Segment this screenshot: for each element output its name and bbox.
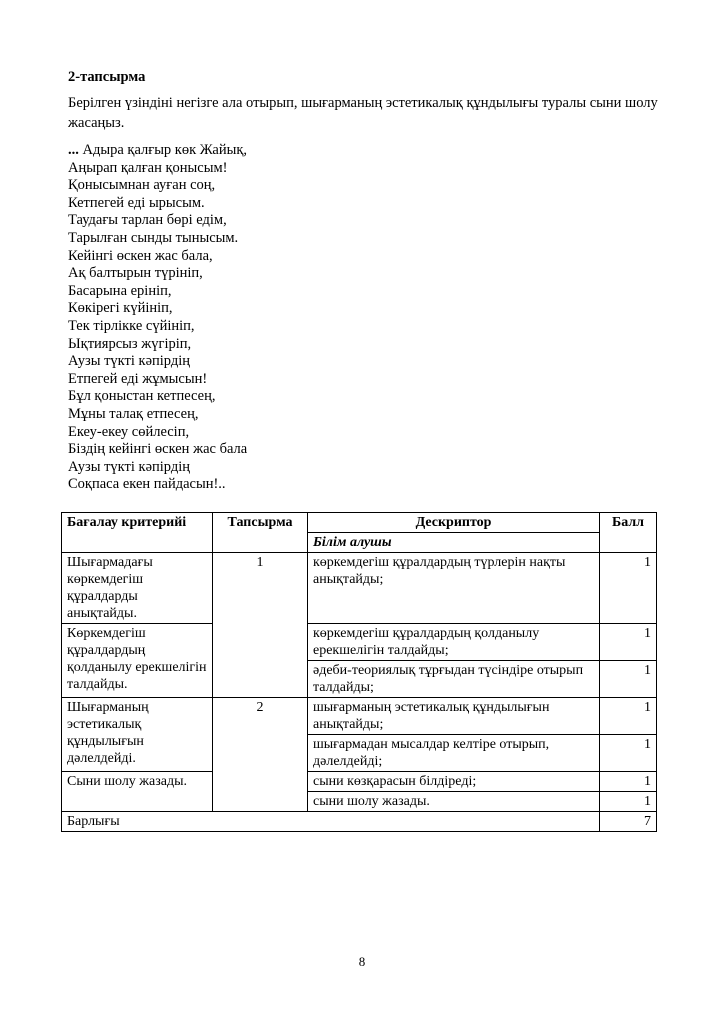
table-total-row: [62, 812, 657, 832]
header-score: Балл: [600, 513, 657, 553]
poem-excerpt: [68, 142, 247, 494]
header-task: Тапсырма: [213, 513, 308, 553]
table-row: [62, 624, 657, 661]
score-cell: 1: [600, 735, 657, 772]
total-score: 7: [600, 812, 657, 832]
descriptor-cell: әдеби-теориялық тұрғыдан түсіндіре отырып талдайды;: [308, 661, 600, 698]
criterion-cell: Шығармадағы көркемдегіш құралдарды анықтайды.: [62, 553, 213, 624]
poem-line: Аңырап қалған қонысым!: [68, 159, 228, 176]
poem-line: Ықтиярсыз жүгіріп,: [68, 335, 192, 352]
task-instruction: Берілген үзіндіні негізге ала отырып, шығарманың эстетикалық құндылығы туралы сыни шолу жасаңыз.: [68, 95, 658, 131]
descriptor-cell: шығармадан мысалдар келтіре отырып, дәлелдейді;: [308, 735, 600, 772]
total-label: Барлығы: [62, 812, 600, 832]
descriptor-cell: шығарманың эстетикалық құндылығын анықтайды;: [308, 698, 600, 735]
criterion-cell: Сыни шолу жазады.: [62, 772, 213, 812]
assessment-rubric-table: [61, 512, 657, 832]
task-number-cell: 2: [213, 698, 308, 812]
poem-line: Бұл қоныстан кетпесең,: [68, 388, 216, 405]
table-row: [62, 553, 657, 624]
task-number-cell: 1: [213, 553, 308, 698]
poem-line: Соқпаса екен пайдасын!..: [68, 476, 226, 493]
score-cell: 1: [600, 698, 657, 735]
table-row: [62, 698, 657, 735]
poem-line: Ақ балтырын түрініп,: [68, 265, 203, 282]
task-heading: 2-тапсырма: [68, 69, 146, 85]
poem-line: Кетпегей еді ырысым.: [68, 194, 205, 211]
poem-line: Таудағы тарлан бөрі едім,: [68, 212, 227, 229]
poem-line: Екеу-екеу сөйлесіп,: [68, 423, 190, 440]
header-criteria: Бағалау критерийі: [62, 513, 213, 553]
poem-line: [68, 142, 247, 160]
poem-line: Тек тірлікке сүйініп,: [68, 317, 195, 334]
descriptor-cell: көркемдегіш құралдардың қолданылу ерекшелігін талдайды;: [308, 624, 600, 661]
score-cell: 1: [600, 624, 657, 661]
header-descriptor: Дескриптор: [308, 513, 600, 533]
page-number: 8: [358, 954, 366, 969]
score-cell: 1: [600, 792, 657, 812]
criterion-cell: Шығарманың эстетикалық құндылығын дәлелдейді.: [62, 698, 213, 772]
poem-line: Аузы түкті кәпірдің: [68, 353, 191, 370]
score-cell: 1: [600, 661, 657, 698]
poem-line: Басарына ерініп,: [68, 282, 172, 299]
poem-ellipsis: ...: [68, 142, 79, 158]
poem-line: Қонысымнан ауған соң,: [68, 177, 216, 194]
subheader-student: Білім алушы: [308, 533, 600, 553]
poem-line: Етпегей еді жұмысын!: [68, 370, 208, 387]
score-cell: 1: [600, 772, 657, 792]
descriptor-cell: көркемдегіш құралдардың түрлерін нақты анықтайды;: [308, 553, 600, 624]
table-header-row: [62, 513, 657, 533]
poem-line-text: Адыра қалғыр көк Жайық,: [78, 142, 248, 158]
poem-line: Аузы түкті кәпірдің: [68, 458, 191, 475]
descriptor-cell: сыни көзқарасын білдіреді;: [308, 772, 600, 792]
poem-line: Кейінгі өскен жас бала,: [68, 247, 213, 264]
poem-line: Біздің кейінгі өскен жас бала: [68, 441, 248, 458]
score-cell: 1: [600, 553, 657, 624]
table-row: [62, 772, 657, 792]
descriptor-cell: сыни шолу жазады.: [308, 792, 600, 812]
poem-line: Тарылған сынды тынысым.: [68, 229, 239, 246]
poem-line: Мұны талақ етпесең,: [68, 405, 199, 422]
criterion-cell: Көркемдегіш құралдардың қолданылу ерекшелігін талдайды.: [62, 624, 213, 698]
poem-line: Көкірегі күйініп,: [68, 300, 173, 317]
